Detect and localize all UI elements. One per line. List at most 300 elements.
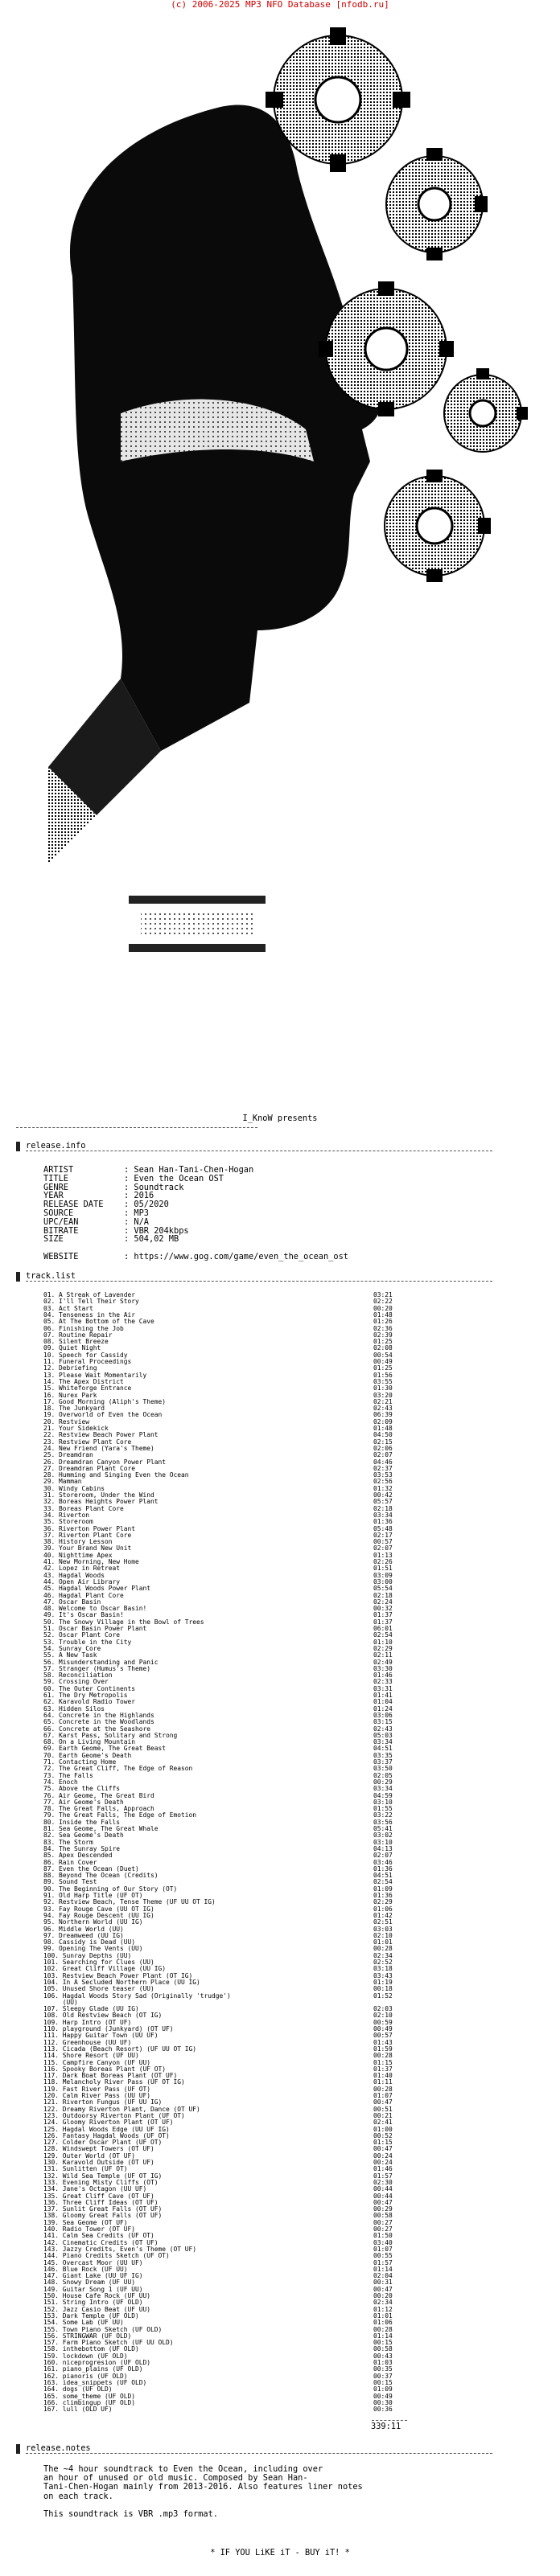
- track-duration: 02:15: [373, 1438, 393, 1446]
- track-title: 98. Cassidy is Dead (UU): [43, 1938, 136, 1946]
- track-duration: 01:06: [373, 1905, 393, 1913]
- info-value: MP3: [134, 1208, 150, 1218]
- track-title: 107. Sleepy Glade (UU IG): [43, 2005, 139, 2013]
- track-title: 37. Riverton Plant Core: [43, 1531, 132, 1539]
- track-title: 43. Hagdal Woods: [43, 1571, 105, 1579]
- track-title: 49. It's Oscar Basin!: [43, 1611, 124, 1619]
- track-duration: 00:30: [373, 2398, 393, 2406]
- track-title: 105. Unused Shore teaser (UU): [43, 1985, 154, 1993]
- track-title: 63. Hidden Silos: [43, 1704, 105, 1713]
- track-title: 137. Sunlit Great Falls (OT UF): [43, 2205, 163, 2213]
- track-duration: 00:15: [373, 2339, 393, 2347]
- track-title: 135. Great Cliff Cave (OT UF): [43, 2192, 154, 2200]
- track-title: 149. Guitar Song 1 (UF UU): [43, 2285, 143, 2293]
- track-duration: 01:19: [373, 1978, 393, 1986]
- track-title: 47. Oscar Basin: [43, 1598, 101, 1606]
- track-title: 22. Restview Beach Power Plant: [43, 1431, 159, 1439]
- section-underline: [26, 2453, 492, 2454]
- track-title: 153. Dark Temple (UF OLD): [43, 2311, 139, 2320]
- track-title: 114. Shore Resort (UF UU): [43, 2052, 139, 2060]
- track-title: 159. lockdown (UF OLD): [43, 2352, 128, 2360]
- presents-line: I_KnoW presents: [242, 1114, 318, 1123]
- track-title: 27. Dreamdran Plant Core: [43, 1464, 136, 1472]
- track-duration: 02:33: [373, 1678, 393, 1686]
- track-title: 76. Air Geome, The Great Bird: [43, 1791, 154, 1799]
- track-duration: 00:54: [373, 1351, 393, 1359]
- track-duration: 00:44: [373, 2185, 393, 2193]
- track-title: 36. Riverton Power Plant: [43, 1524, 136, 1532]
- track-title: 116. Spooky Boreas Plant (UF OT): [43, 2065, 167, 2073]
- track-title: 64. Concrete in the Highlands: [43, 1711, 154, 1719]
- track-title: 145. Overcast Moor (UU UF): [43, 2258, 143, 2266]
- info-separator: :: [124, 1191, 134, 1201]
- track-title: 101. Searching for Clues (UU): [43, 1959, 154, 1966]
- track-duration: 01:48: [373, 1311, 393, 1319]
- track-title: 158. inthebottom (UF OLD): [43, 2345, 139, 2353]
- track-duration: 01:30: [373, 1384, 393, 1393]
- track-duration: 01:01: [373, 1938, 393, 1946]
- info-value: N/A: [134, 1216, 150, 1227]
- track-duration: 00:55: [373, 2252, 393, 2260]
- track-duration: 05:03: [373, 1731, 393, 1739]
- track-duration: 03:03: [373, 1925, 393, 1933]
- track-title: 48. Welcome to Oscar Basin!: [43, 1605, 147, 1613]
- track-duration: 03:34: [373, 1738, 393, 1746]
- track-duration: 03:30: [373, 1664, 393, 1672]
- track-duration: 03:15: [373, 1718, 393, 1726]
- track-title: 68. On a Living Mountain: [43, 1738, 136, 1746]
- track-duration: 03:34: [373, 1785, 393, 1793]
- track-duration: 00:28: [373, 1945, 393, 1953]
- track-duration: 03:50: [373, 1765, 393, 1773]
- track-title: 35. Storeroom: [43, 1518, 93, 1526]
- track-title: 79. The Great Falls, The Edge of Emotion: [43, 1811, 197, 1819]
- track-title: 93. Fay Rouge Cave (UU OT IG): [43, 1905, 154, 1913]
- track-title: 89. Sound Test: [43, 1878, 97, 1886]
- track-title: 04. Tenseness in the Air: [43, 1311, 136, 1319]
- track-title: 155. Town Piano Sketch (UF OLD): [43, 2325, 163, 2333]
- track-duration: 01:15: [373, 2058, 393, 2066]
- track-title: 60. The Outer Continents: [43, 1684, 136, 1692]
- track-duration: 02:39: [373, 1331, 393, 1339]
- track-duration: 03:56: [373, 1818, 393, 1826]
- track-title: 143. Jazzy Credits, Even's Theme (OT UF): [43, 2245, 197, 2253]
- track-duration: 01:41: [373, 1692, 393, 1699]
- notes-line: The ~4 hour soundtrack to Even the Ocean, including over: [43, 2464, 323, 2474]
- track-title: 71. Contacting Home: [43, 1758, 117, 1766]
- track-title: 85. Apex Descended: [43, 1852, 113, 1860]
- track-title: 41. New Morning, New Home: [43, 1558, 139, 1565]
- track-title: 146. Blue Rock (UF UU): [43, 2265, 128, 2273]
- track-duration: 02:11: [373, 1651, 393, 1659]
- section-header-release-info: [16, 1141, 86, 1151]
- track-title: 84. The Sunray Spire: [43, 1844, 121, 1852]
- track-title: 13. Please Wait Momentarily: [43, 1371, 147, 1379]
- track-duration: 03:21: [373, 1291, 393, 1298]
- info-separator: :: [124, 1225, 134, 1236]
- track-title: 56. Misunderstanding and Panic: [43, 1658, 159, 1666]
- track-title: 42. Lopez in Retreat: [43, 1565, 121, 1573]
- track-duration: 02:43: [373, 1405, 393, 1413]
- info-separator: :: [124, 1173, 134, 1183]
- track-duration: 01:11: [373, 2078, 393, 2086]
- track-duration: 00:28: [373, 2325, 393, 2333]
- track-title: 74. Enoch: [43, 1778, 78, 1786]
- track-duration: 02:24: [373, 1598, 393, 1606]
- track-title: 31. Storeroom, Under the Wind: [43, 1491, 154, 1499]
- track-duration: 02:26: [373, 1558, 393, 1565]
- notes-line: on each track.: [43, 2491, 113, 2501]
- track-title: 52. Oscar Plant Core: [43, 1631, 121, 1639]
- track-duration: 01:55: [373, 1805, 393, 1813]
- track-duration: 00:24: [373, 2159, 393, 2166]
- track-title: 44. Open Air Library: [43, 1577, 121, 1585]
- track-duration: 01:37: [373, 1618, 393, 1626]
- track-title: 125. Hagdal Woods Edge (UU UF IG): [43, 2125, 170, 2133]
- track-duration: 01:24: [373, 1704, 393, 1713]
- track-title: 21. Your Sidekick: [43, 1425, 109, 1432]
- track-duration: 02:18: [373, 1591, 393, 1599]
- track-duration: 02:49: [373, 1658, 393, 1666]
- track-duration: 05:41: [373, 1825, 393, 1832]
- track-title: 151. String Intro (UF OLD): [43, 2299, 143, 2307]
- track-title: 99. Opening The Vents (UU): [43, 1945, 143, 1953]
- track-duration: 00:27: [373, 2218, 393, 2226]
- track-duration: 01:42: [373, 1911, 393, 1919]
- track-title: 59. Crossing Over: [43, 1678, 109, 1686]
- track-title: 152. Jazz Casio Beat (UF UU): [43, 2305, 151, 2313]
- track-title: 57. Stranger (Humus's Theme): [43, 1664, 151, 1672]
- track-title: 164. dogs (UF OLD): [43, 2385, 113, 2393]
- track-title: 134. Jane's Octagon (UU UF): [43, 2185, 147, 2193]
- track-title: 139. Sea Geome (OT UF): [43, 2218, 128, 2226]
- track-title: 162. pianoris (UF OLD): [43, 2372, 128, 2380]
- track-title: 29. Mamman: [43, 1478, 82, 1486]
- track-title: 53. Trouble in the City: [43, 1638, 132, 1646]
- track-duration: 03:37: [373, 1758, 393, 1766]
- track-duration: 01:06: [373, 2319, 393, 2327]
- track-title: 102. Great Cliff Village (UU IG): [43, 1965, 167, 1973]
- track-duration: 02:34: [373, 1951, 393, 1959]
- track-duration: 02:10: [373, 1931, 393, 1939]
- track-duration: 03:40: [373, 2238, 393, 2246]
- track-duration: 01:46: [373, 2165, 393, 2173]
- track-title: 160. niceprogresion (UF OLD): [43, 2359, 151, 2366]
- track-duration: 01:37: [373, 2065, 393, 2073]
- track-duration: 01:01: [373, 2311, 393, 2320]
- track-duration: 06:01: [373, 1625, 393, 1632]
- track-title: 03. Act Start: [43, 1304, 93, 1312]
- track-title: 110. playground (Junkyard) (OT UF): [43, 2025, 174, 2032]
- track-duration: 00:18: [373, 1985, 393, 1993]
- track-duration: 02:07: [373, 1852, 393, 1860]
- track-title: 40. Nighttime Apex: [43, 1551, 113, 1559]
- track-duration: 02:10: [373, 2012, 393, 2020]
- info-value: 05/2020: [134, 1200, 169, 1210]
- track-duration: 03:31: [373, 1684, 393, 1692]
- info-value: Even the Ocean OST: [134, 1173, 224, 1183]
- track-duration: 01:43: [373, 2038, 393, 2046]
- track-duration: 01:26: [373, 1318, 393, 1326]
- track-duration: 05:54: [373, 1585, 393, 1593]
- track-title: 45. Hagdal Woods Power Plant: [43, 1585, 151, 1593]
- info-key: BITRATE: [43, 1225, 79, 1236]
- track-duration: 02:21: [373, 1397, 393, 1405]
- info-key: UPC/EAN: [43, 1216, 79, 1227]
- track-title: 129. Outer World (OT UF): [43, 2151, 136, 2160]
- track-title: 127. Colder Oscar Plant (UF OT): [43, 2139, 163, 2147]
- track-duration: 03:35: [373, 1751, 393, 1759]
- track-duration: 01:50: [373, 2232, 393, 2240]
- info-value: VBR 204kbps: [134, 1225, 189, 1236]
- copyright-notice: (c) 2006-2025 MP3 NFO Database [nfodb.ru]: [171, 0, 389, 10]
- track-title: 126. Fantasy Hagdal Woods (UF OT): [43, 2131, 170, 2139]
- track-duration: 03:46: [373, 1858, 393, 1866]
- track-title: 141. Calm Sea Credits (UF OT): [43, 2232, 154, 2240]
- track-duration: 00:58: [373, 2212, 393, 2220]
- track-title: 83. The Storm: [43, 1838, 93, 1846]
- track-duration: 01:36: [373, 1892, 393, 1899]
- track-title: 11. Funeral Proceedings: [43, 1358, 132, 1365]
- info-value[interactable]: https://www.gog.com/game/even_the_ocean_ost: [134, 1252, 348, 1262]
- info-value: 504,02 MB: [134, 1234, 179, 1245]
- track-title: 128. Windswept Towers (OT UF): [43, 2145, 154, 2153]
- track-duration: 00:52: [373, 2131, 393, 2139]
- track-title: 150. House Cafe Rock (UF UU): [43, 2292, 151, 2299]
- track-title: 66. Concrete at the Seashore: [43, 1725, 151, 1733]
- slogan: * IF YOU LiKE iT - BUY iT! *: [210, 2548, 350, 2558]
- track-duration: 02:09: [373, 1417, 393, 1425]
- track-duration: 01:07: [373, 2245, 393, 2253]
- track-title: 07. Routine Repair: [43, 1331, 113, 1339]
- track-title: 138. Gloomy Great Falls (OT UF): [43, 2212, 163, 2220]
- track-duration: 00:32: [373, 1605, 393, 1613]
- track-duration: 02:29: [373, 1898, 393, 1906]
- track-duration: 01:12: [373, 2305, 393, 2313]
- track-title: 112. Greenhouse (UU UF): [43, 2038, 132, 2046]
- info-value: 2016: [134, 1191, 154, 1201]
- track-duration: 03:18: [373, 1965, 393, 1973]
- track-duration: 01:14: [373, 2332, 393, 2340]
- track-title: 167. lull (OLD UF): [43, 2406, 113, 2414]
- info-key: YEAR: [43, 1191, 64, 1201]
- track-duration: 02:06: [373, 1444, 393, 1452]
- track-duration: 00:15: [373, 2378, 393, 2386]
- track-duration: 04:13: [373, 1844, 393, 1852]
- track-title: 87. Even the Ocean (Duet): [43, 1864, 139, 1873]
- track-title: 23. Restview Plant Core: [43, 1438, 132, 1446]
- track-title: 82. Sea Geome's Death: [43, 1832, 124, 1840]
- track-title: 147. Giant Lake (UU UF IG): [43, 2272, 143, 2280]
- info-key: SOURCE: [43, 1208, 74, 1218]
- notes-line: This soundtrack is VBR .mp3 format.: [43, 2509, 218, 2519]
- track-duration: 01:46: [373, 1672, 393, 1680]
- track-title: 80. Inside the Falls: [43, 1818, 121, 1826]
- info-row-website: [43, 1253, 348, 1261]
- info-separator: :: [124, 1165, 134, 1175]
- track-duration: 03:43: [373, 1971, 393, 1979]
- track-title: 26. Dreamdran Canyon Power Plant: [43, 1458, 167, 1466]
- track-title: 113. Cicada (Beach Resort) (UF UU OT IG): [43, 2045, 197, 2053]
- track-duration: 04:51: [373, 1745, 393, 1753]
- track-title: 30. Windy Cabins: [43, 1484, 105, 1492]
- track-duration: 00:49: [373, 2025, 393, 2032]
- track-title: 65. Concrete in the Woodlands: [43, 1718, 154, 1726]
- track-duration: 00:49: [373, 2392, 393, 2400]
- track-duration: 01:52: [373, 1991, 393, 2000]
- track-duration: 00:43: [373, 2352, 393, 2360]
- track-duration: 03:53: [373, 1471, 393, 1479]
- track-title: 02. I'll Tell Their Story: [43, 1298, 139, 1306]
- info-value: Soundtrack: [134, 1182, 184, 1192]
- track-title: 104. In A Secluded Northern Place (UU IG): [43, 1978, 200, 1986]
- info-key: SIZE: [43, 1234, 64, 1245]
- track-duration: 00:36: [373, 2406, 393, 2414]
- section-header-release-notes: [16, 2443, 91, 2454]
- track-duration: 03:06: [373, 1711, 393, 1719]
- section-title: track.list: [26, 1271, 76, 1281]
- track-title: 124. Gloomy Riverton Plant (OT UF): [43, 2119, 174, 2127]
- track-duration: 01:36: [373, 1518, 393, 1526]
- section-title: release.notes: [26, 2443, 91, 2453]
- head-gears-art: [0, 11, 560, 1097]
- track-duration: 03:00: [373, 1577, 393, 1585]
- track-title: 118. Melancholy River Pass (UF OT IG): [43, 2078, 185, 2086]
- track-duration: 02:30: [373, 2178, 393, 2186]
- track-title: 09. Quiet Night: [43, 1344, 101, 1352]
- track-duration: 03:22: [373, 1811, 393, 1819]
- track-duration: 03:20: [373, 1391, 393, 1399]
- track-title: 15. Whiteforge Entrance: [43, 1384, 132, 1393]
- track-duration: 01:37: [373, 1611, 393, 1619]
- track-title: 25. Dreamdran: [43, 1451, 93, 1459]
- track-title: 01. A Streak of Lavender: [43, 1291, 136, 1298]
- track-duration: 00:51: [373, 2105, 393, 2113]
- section-marker: [16, 1142, 20, 1151]
- track-duration: 01:15: [373, 2139, 393, 2147]
- total-duration: 339:11: [371, 2422, 401, 2431]
- track-title: 119. Fast River Pass (UF OT): [43, 2085, 151, 2093]
- track-title: 67. Karst Pass, Solitary and Strong: [43, 1731, 178, 1739]
- track-title: 61. The Dry Metropolis: [43, 1692, 128, 1699]
- info-key: RELEASE DATE: [43, 1200, 104, 1210]
- track-duration: 00:28: [373, 2052, 393, 2060]
- info-separator: :: [124, 1216, 134, 1227]
- track-duration: 01:14: [373, 2265, 393, 2273]
- track-duration: 01:09: [373, 1885, 393, 1893]
- track-duration: 05:48: [373, 1524, 393, 1532]
- track-duration: 01:51: [373, 1565, 393, 1573]
- track-duration: 00:42: [373, 1491, 393, 1499]
- track-title: 70. Earth Geome's Death: [43, 1751, 132, 1759]
- track-duration: 00:47: [373, 2285, 393, 2293]
- info-separator: :: [124, 1234, 134, 1245]
- track-duration: 02:17: [373, 1531, 393, 1539]
- info-separator: :: [124, 1252, 134, 1262]
- notes-line: Tani-Chen-Hogan mainly from 2013-2016. Also features liner notes: [43, 2482, 363, 2492]
- track-duration: 04:50: [373, 1431, 393, 1439]
- info-separator: :: [124, 1208, 134, 1218]
- section-underline: [26, 1281, 492, 1282]
- track-duration: 00:47: [373, 2145, 393, 2153]
- track-duration: 02:03: [373, 2005, 393, 2013]
- track-title: 142. Cinematic Credits (OT UF): [43, 2238, 159, 2246]
- track-duration: 02:22: [373, 1298, 393, 1306]
- track-title: 10. Speech for Cassidy: [43, 1351, 128, 1359]
- track-duration: 01:59: [373, 2045, 393, 2053]
- track-duration: 02:54: [373, 1631, 393, 1639]
- track-title: 140. Radio Tower (OT UF): [43, 2225, 136, 2233]
- track-duration: 01:40: [373, 2072, 393, 2080]
- track-title: 39. Your Brand New Unit: [43, 1544, 132, 1553]
- track-duration: 04:46: [373, 1458, 393, 1466]
- track-title: 106. Hagdal Woods Story Sad (Originally 'trudge'): [43, 1991, 231, 2000]
- info-key: GENRE: [43, 1182, 68, 1192]
- track-title: 12. Debriefing: [43, 1364, 97, 1372]
- track-title: 115. Campfire Canyon (UF UU): [43, 2058, 151, 2066]
- track-title: 34. Riverton: [43, 1511, 90, 1519]
- track-title: 133. Evening Misty Cliffs (OT): [43, 2178, 159, 2186]
- track-duration: 01:32: [373, 1484, 393, 1492]
- track-duration: 00:57: [373, 2032, 393, 2040]
- track-title: 163. idea_snippets (UF OLD): [43, 2378, 147, 2386]
- track-duration: 00:27: [373, 2225, 393, 2233]
- track-title: 16. Nurex Park: [43, 1391, 97, 1399]
- track-duration: 02:54: [373, 1878, 393, 1886]
- track-title: 91. Old Harp Title (UF OT): [43, 1892, 143, 1899]
- track-title: 154. Some Lab (UF UU): [43, 2319, 124, 2327]
- track-duration: 01:03: [373, 2359, 393, 2366]
- track-duration: 02:41: [373, 2119, 393, 2127]
- track-duration: 00:47: [373, 2198, 393, 2206]
- track-title: 103. Restview Beach Power Plant (OT IG): [43, 1971, 193, 1979]
- track-title: 69. Earth Geome, The Great Beast: [43, 1745, 167, 1753]
- track-duration: 02:36: [373, 1324, 393, 1332]
- track-duration: 04:51: [373, 1872, 393, 1880]
- track-duration: 03:10: [373, 1838, 393, 1846]
- track-title: 100. Sunray Depths (UU): [43, 1951, 132, 1959]
- track-title: 157. Farm Piano Sketch (UF UU OLD): [43, 2339, 174, 2347]
- info-key: ARTIST: [43, 1165, 74, 1175]
- track-duration: 03:55: [373, 1377, 393, 1385]
- track-title: 17. Good Morning (Aliph's Theme): [43, 1397, 167, 1405]
- track-title: 73. The Falls: [43, 1771, 93, 1779]
- track-title: 88. Beyond The Ocean (Credits): [43, 1872, 159, 1880]
- track-title: 156. STRINGWAR (UF OLD): [43, 2332, 132, 2340]
- total-divider: [372, 2420, 407, 2421]
- track-title: 51. Oscar Basin Power Plant: [43, 1625, 147, 1632]
- track-duration: 01:00: [373, 2125, 393, 2133]
- track-title: 24. New Friend (Yara's Theme): [43, 1444, 154, 1452]
- track-title: 33. Boreas Plant Core: [43, 1504, 124, 1512]
- track-title: 38. History Lesson: [43, 1538, 113, 1546]
- track-duration: 03:02: [373, 1832, 393, 1840]
- track-duration: 03:34: [373, 1511, 393, 1519]
- track-duration: 01:10: [373, 1638, 393, 1646]
- section-marker: [16, 2444, 20, 2454]
- track-duration: 02:07: [373, 1451, 393, 1459]
- track-title: 136. Three Cliff Ideas (OT UF): [43, 2198, 159, 2206]
- info-key: TITLE: [43, 1173, 68, 1183]
- track-title: 18. The Junkyard: [43, 1405, 105, 1413]
- track-title: 14. The Apex District: [43, 1377, 124, 1385]
- track-title: 05. At The Bottom of the Cave: [43, 1318, 154, 1326]
- track-duration: 00:20: [373, 2292, 393, 2299]
- track-title: 97. Dreamweed (UU IG): [43, 1931, 124, 1939]
- track-duration: 02:08: [373, 1344, 393, 1352]
- track-title: 148. Snowy Dream (UF UU): [43, 2279, 136, 2287]
- track-duration: 00:37: [373, 2372, 393, 2380]
